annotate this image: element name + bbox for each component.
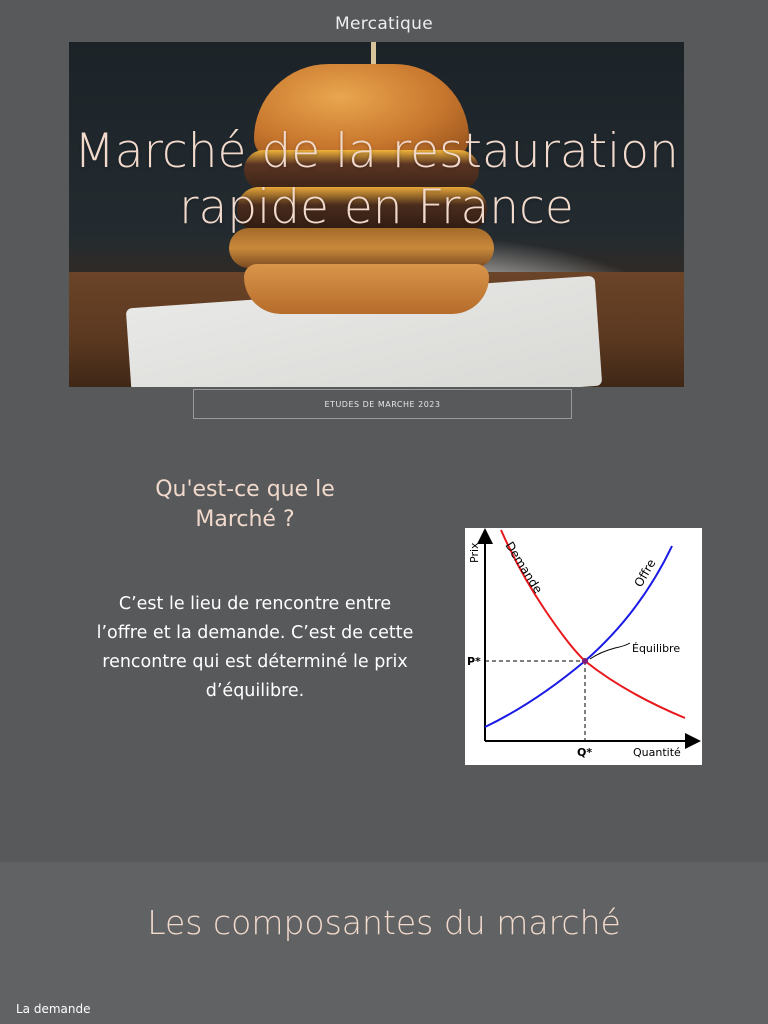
equilibrium-label: Équilibre <box>632 642 681 655</box>
market-definition: C’est le lieu de rencontre entre l’offre et la demande. C’est de cette rencontre qui est déterminé le prix d’équilibre. <box>96 594 414 701</box>
hero-image <box>69 42 684 387</box>
section-band <box>0 862 768 1024</box>
hero-title: Marché de la restauration rapide en France <box>74 124 679 235</box>
demand-curve <box>501 530 685 718</box>
tagline-box: ETUDES DE MARCHE 2023 <box>193 389 572 419</box>
supply-label: Offre <box>631 556 659 590</box>
chart-svg <box>465 528 702 765</box>
footer-label: La demande <box>16 1002 91 1016</box>
supply-demand-chart <box>465 528 702 765</box>
equilibrium-point <box>582 658 588 664</box>
burger-bottom-bun <box>244 264 489 314</box>
section-title: Les composantes du marché <box>147 903 621 942</box>
demand-label: Demande <box>502 539 546 597</box>
x-axis-label: Quantité <box>633 746 681 759</box>
page-header-label: Mercatique <box>335 14 433 34</box>
y-axis-label: Prix <box>468 542 481 563</box>
price-star-label: P* <box>467 655 481 668</box>
quantity-star-label: Q* <box>577 746 593 759</box>
question-heading: Qu'est-ce que le Marché ? <box>155 477 335 532</box>
